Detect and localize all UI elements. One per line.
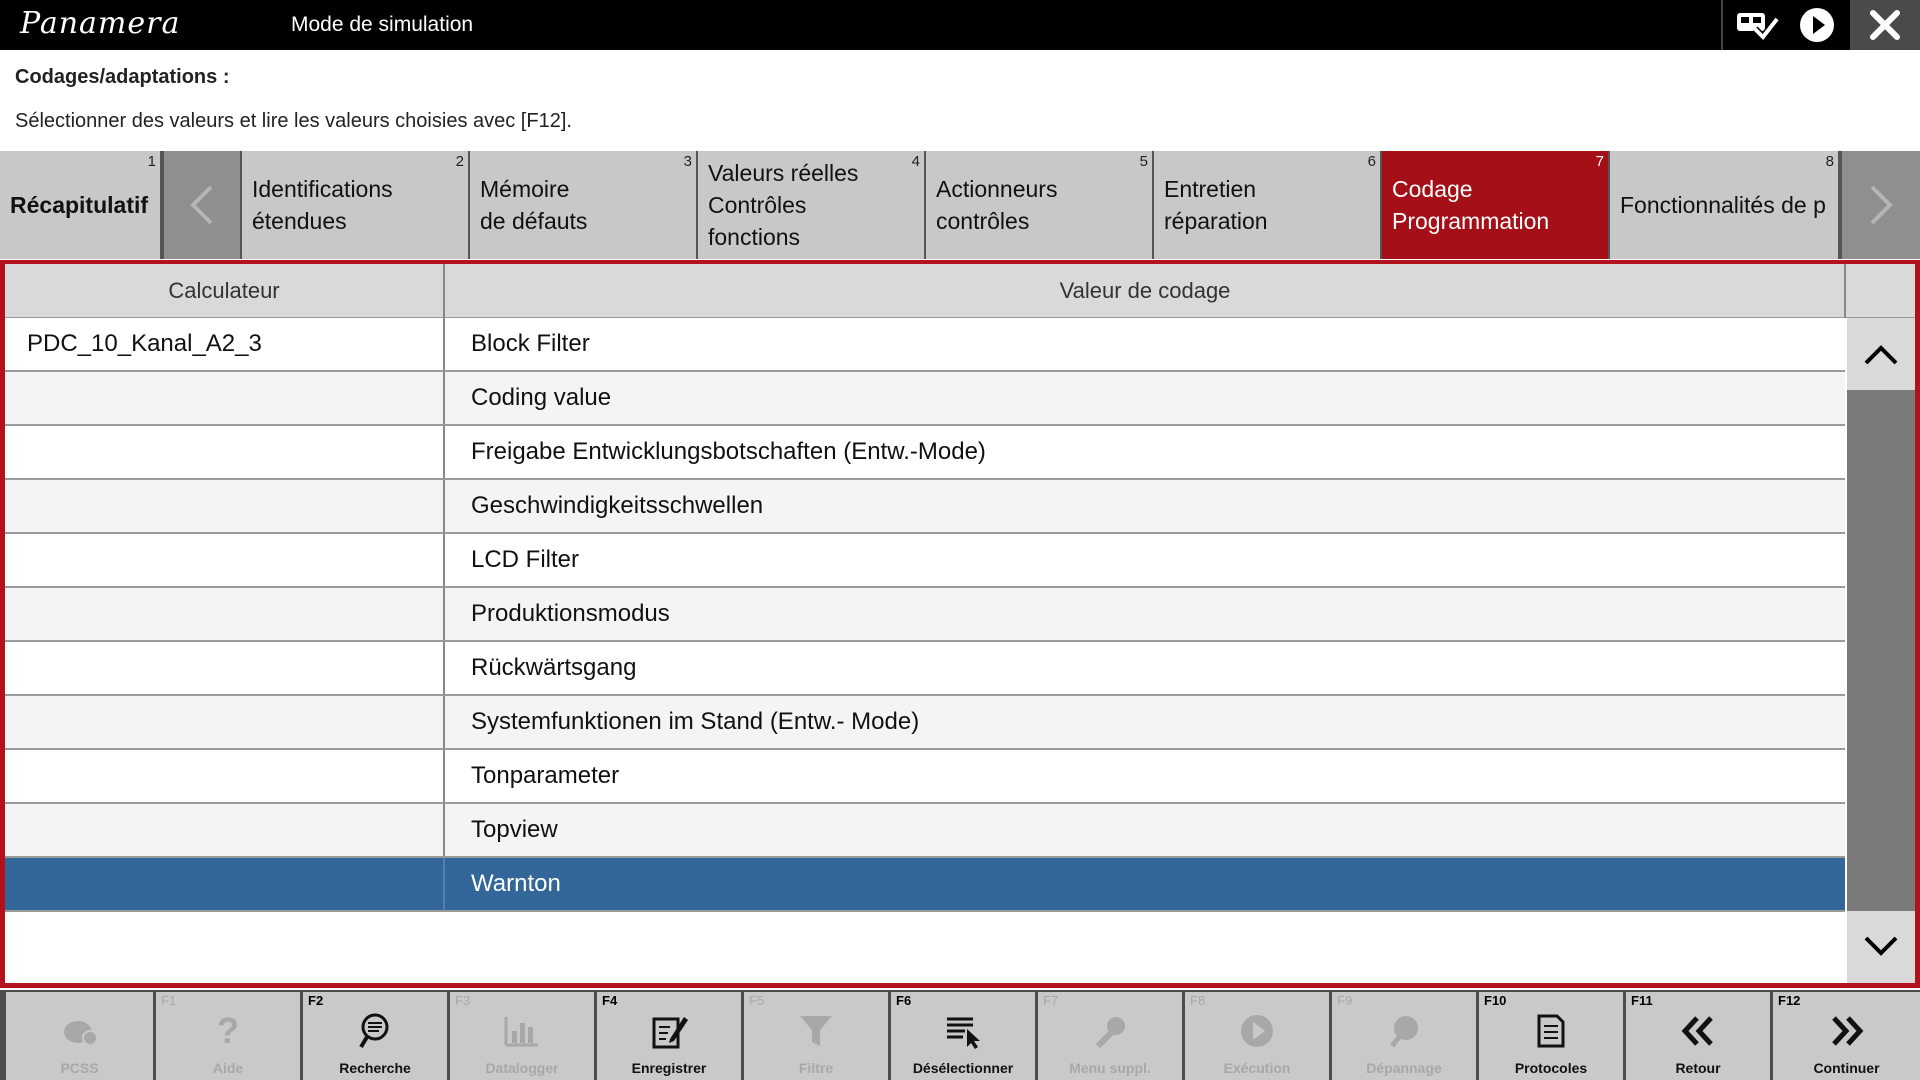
function-label: Filtre [798,1060,834,1076]
tab-number: 1 [147,153,156,170]
tab-coding-programming[interactable] [1382,151,1610,259]
function-key-label: F12 [1778,993,1801,1008]
function-label: Menu suppl. [1069,1060,1151,1076]
function-label: Dépannage [1366,1060,1442,1076]
chevron-up-icon [1862,341,1900,367]
table-row[interactable] [5,318,1845,372]
coding-value-cell: Produktionsmodus [471,600,670,627]
continue-icon [1826,1014,1868,1048]
tab-number: 4 [911,153,920,170]
table-row[interactable] [5,372,1845,426]
pcss-button[interactable] [6,992,153,1080]
close-button[interactable] [1850,0,1920,50]
ecu-cell [5,372,445,424]
tab-label: Identifications étendues [252,176,393,234]
tab-number: 3 [683,153,692,170]
tab-scroll-left-button[interactable] [164,151,242,259]
tab-actual-values[interactable] [698,151,926,259]
tab-label: Récapitulatif [10,192,149,218]
ecu-cell [5,858,445,910]
protocols-button[interactable] [1479,992,1623,1080]
function-key-label: F9 [1337,993,1353,1008]
datalogger-button[interactable] [450,992,594,1080]
continue-button[interactable] [1773,992,1920,1080]
app-title: Mode de simulation [291,13,474,36]
ecu-cell [5,588,445,640]
deselect-button[interactable] [891,992,1035,1080]
table-row[interactable] [5,804,1845,858]
function-label: Continuer [1813,1060,1880,1076]
pcss-icon [60,1012,100,1050]
close-icon [1867,7,1903,43]
function-label: Désélectionner [912,1060,1014,1076]
function-label: Recherche [339,1060,411,1076]
tab-functionalities[interactable] [1610,151,1840,259]
tab-number: 6 [1367,153,1376,170]
help-icon: ? [217,1010,239,1051]
table-header [5,264,1915,318]
table-row[interactable] [5,750,1845,804]
section-title: Codages/adaptations : [15,66,230,88]
play-button[interactable] [1785,0,1849,50]
function-label: Aide [212,1060,244,1076]
tab-number: 5 [1139,153,1148,170]
tab-number: 8 [1825,153,1834,170]
coding-value-cell: Systemfunktionen im Stand (Entw.- Mode) [471,708,920,735]
coding-value-cell: Rückwärtsgang [471,654,637,681]
column-header-ecu[interactable]: Calculateur [5,264,445,318]
function-key-label: F11 [1631,993,1653,1008]
coding-value-cell: Warnton [471,870,561,897]
back-button[interactable] [1626,992,1770,1080]
table-row[interactable] [5,696,1845,750]
table-row[interactable] [5,426,1845,480]
function-key-bar [0,990,1920,1080]
filter-button[interactable] [744,992,888,1080]
function-key-label: F10 [1484,993,1507,1008]
execute-button[interactable] [1185,992,1329,1080]
ecu-cell [5,534,445,586]
tab-actuators[interactable] [926,151,1154,259]
troubleshoot-icon [1384,1012,1424,1050]
function-label: Exécution [1223,1060,1291,1076]
back-icon [1677,1014,1719,1048]
function-key-label: F2 [308,993,324,1008]
save-icon [648,1011,690,1051]
table-row-selected[interactable] [5,858,1845,912]
function-label: Retour [1675,1060,1721,1076]
function-key-label: F1 [161,993,177,1008]
table-row[interactable] [5,480,1845,534]
filter-icon [798,1012,834,1050]
vehicle-check-button[interactable] [1724,0,1788,50]
function-label: Protocoles [1514,1060,1588,1076]
column-header-coding-value[interactable]: Valeur de codage [446,264,1846,318]
chevron-right-icon [1866,183,1896,227]
coding-value-cell: Coding value [471,384,612,411]
scroll-up-button[interactable] [1847,318,1915,390]
coding-value-cell: Geschwindigkeitsschwellen [471,492,764,519]
chevron-down-icon [1862,934,1900,960]
table-row[interactable] [5,642,1845,696]
ecu-cell [5,642,445,694]
function-key-label: F3 [455,993,471,1008]
play-icon [1798,6,1836,44]
save-button[interactable] [597,992,741,1080]
function-label: PCSS [60,1060,99,1076]
tab-extended-identifications[interactable] [242,151,470,259]
tab-label: Valeurs réelles Contrôles fonctions [708,160,859,250]
datalogger-icon [502,1013,542,1049]
tab-scroll-right-button[interactable] [1842,151,1920,259]
tab-label: Actionneurs contrôles [936,176,1058,234]
scroll-down-button[interactable] [1847,911,1915,983]
function-label: Datalogger [485,1060,559,1076]
function-key-label: F4 [602,993,618,1008]
tab-label: Entretien réparation [1164,176,1268,234]
table-row[interactable] [5,534,1845,588]
help-button[interactable] [156,992,300,1080]
tab-summary[interactable] [0,151,162,259]
troubleshoot-button[interactable] [1332,992,1476,1080]
deselect-icon [943,1013,983,1049]
ecu-cell [5,696,445,748]
protocols-icon [1535,1012,1567,1050]
coding-value-cell: Topview [471,816,558,843]
function-key-label: F6 [896,993,912,1008]
function-label: Enregistrer [631,1060,707,1076]
tab-label: Codage Programmation [1392,176,1550,234]
tab-label: Fonctionnalités de p [1620,192,1826,218]
function-key-label: F7 [1043,993,1059,1008]
vehicle-check-icon [1733,7,1779,43]
more-menu-button[interactable] [1038,992,1182,1080]
search-button[interactable] [303,992,447,1080]
vertical-scrollbar[interactable] [1847,318,1915,983]
tab-bar [0,151,1920,259]
tab-label: Mémoire de défauts [480,176,588,234]
tab-number: 2 [455,153,464,170]
ecu-cell [5,426,445,478]
table-row[interactable] [5,588,1845,642]
instruction-text: Sélectionner des valeurs et lire les valeurs choisies avec [F12]. [15,110,572,132]
function-key-label: F5 [749,993,765,1008]
execute-icon [1238,1012,1276,1050]
title-bar [0,0,1920,50]
tab-number: 7 [1595,153,1604,170]
ecu-cell [5,804,445,856]
ecu-cell [5,480,445,532]
function-key-label: F8 [1190,993,1206,1008]
title-separator [1721,0,1723,50]
coding-table [0,260,1920,988]
chevron-left-icon [187,183,217,227]
coding-value-cell: LCD Filter [471,546,580,573]
ecu-cell [5,750,445,802]
menu-icon [1090,1012,1130,1050]
coding-value-cell: Block Filter [471,330,590,357]
search-icon [355,1011,395,1051]
ecu-cell: PDC_10_Kanal_A2_3 [5,318,445,370]
coding-value-cell: Tonparameter [471,762,620,789]
tab-fault-memory[interactable] [470,151,698,259]
brand-logo: Panamera [20,6,181,41]
coding-value-cell: Freigabe Entwicklungsbotschaften (Entw.-Mode) [471,438,986,465]
tab-maintenance[interactable] [1154,151,1382,259]
